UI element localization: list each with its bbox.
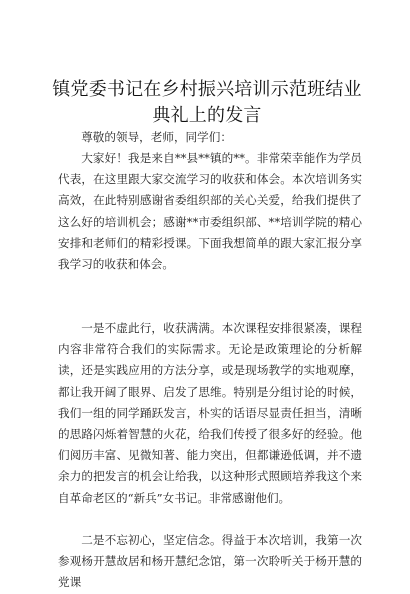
salutation: 尊敬的领导，老师，同学们： bbox=[81, 130, 232, 144]
document-title: 镇党委书记在乡村振兴培训示范班结业典礼上的发言 bbox=[52, 79, 362, 126]
paragraph-2: 一是不虚此行，收获满满。本次课程安排很紧凑，课程内容非常符合我们的实际需求。无论是政策理论的分析解读，还是实践应用的方法分享，或是现场教学的实地观摩，都让我开阔了眼界、启发了思维。特别是分组讨论的时候，我们一组的同学踊跃发言，朴实的话语尽显责任担当，清晰的思路闪烁着智慧的火花，给我们传授了很多好的经验。他们阅历丰富、见微知著、能力突出，但都谦逊低调，并不遗余力的把发言的机会让给我，以这种形式照顾培养我这个来自革命老区的“新兵”女书记。非常感谢他们。 bbox=[58, 321, 362, 505]
paragraph-1: 大家好！我是来自**县**镇的**。非常荣幸能作为学员代表，在这里跟大家交流学习的收获和体会。本次培训务实高效，在此特别感谢省委组织部的关心关爱，给我们提供了这么好的培训机会；感谢**市委组织部、**培训学院的精心安排和老师们的精彩授课。下面我想简单的跟大家汇报分享我学习的收获和体会。 bbox=[58, 151, 362, 272]
paragraph-3: 二是不忘初心，坚定信念。得益于本次培训，我第一次参观杨开慧故居和杨开慧纪念馆，第一次聆听关于杨开慧的党课 bbox=[58, 533, 362, 590]
